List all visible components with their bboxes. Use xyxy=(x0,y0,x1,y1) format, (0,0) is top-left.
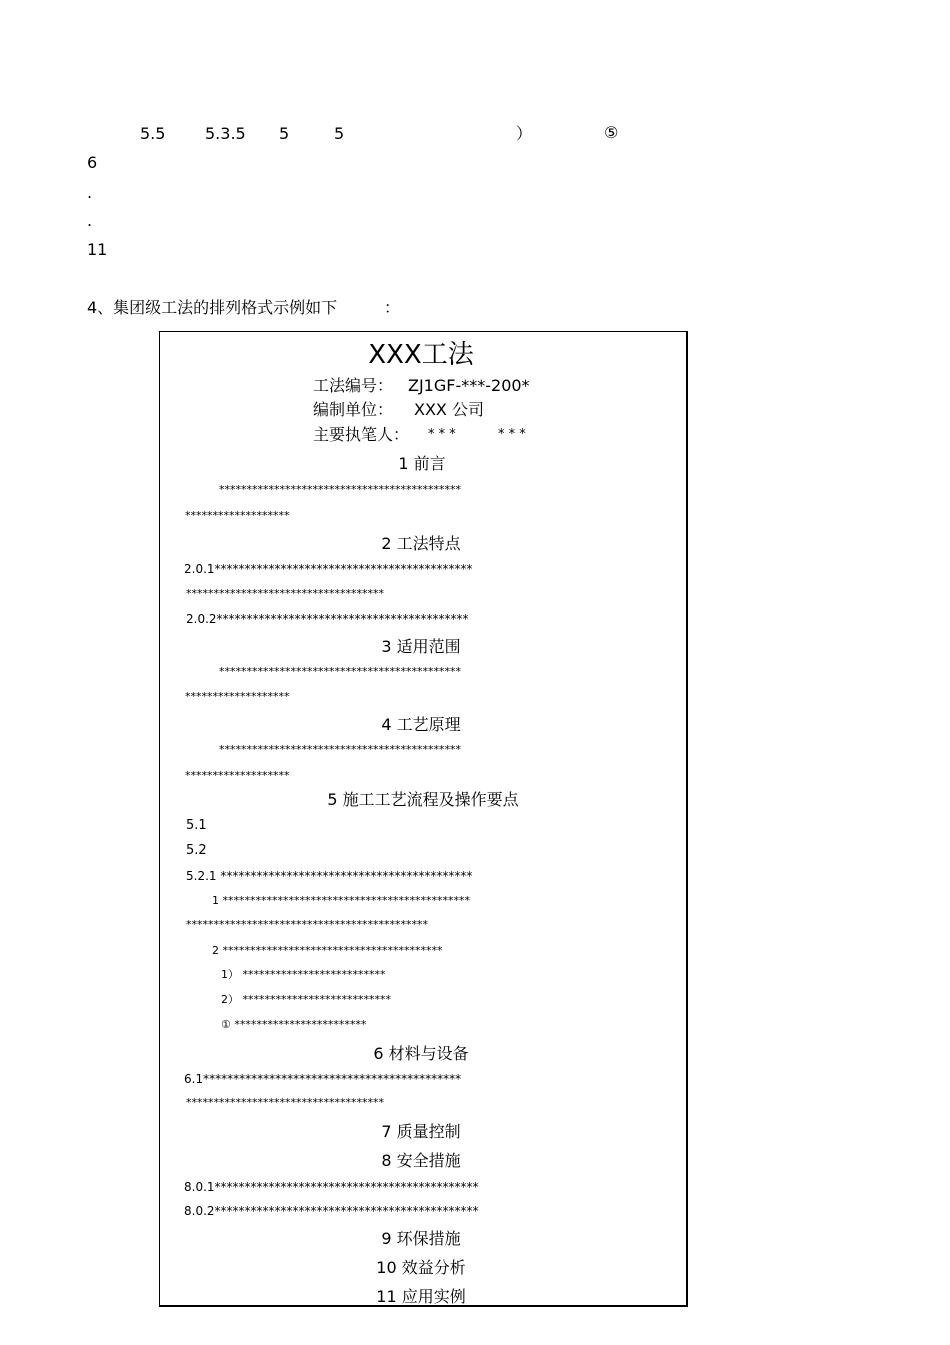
top-line-11: 11 xyxy=(87,240,108,259)
top-row1-item-3: 5 xyxy=(279,124,290,143)
section-5-item-1-cont: ******************************************** xyxy=(186,918,428,931)
section-5-item-1: 1 ********************************************* xyxy=(212,894,470,907)
section-8-item-802: 8.0.2******************************************** xyxy=(184,1204,479,1218)
section-5-item-2: 2 **************************************** xyxy=(212,944,443,957)
section-4-line-1: ******************************************** xyxy=(219,743,461,756)
section-9-heading: 9 环保措施 xyxy=(381,1229,461,1248)
author-2: * * * xyxy=(498,427,526,442)
section-3-heading: 3 适用范围 xyxy=(381,637,461,656)
section-4-line-2: ******************* xyxy=(185,769,290,782)
section-1-heading: 1 前言 xyxy=(398,454,446,473)
section-5-sub-2: 2） *************************** xyxy=(221,993,391,1006)
top-row1-item-2: 5.3.5 xyxy=(205,124,246,143)
section-6-line-cont: ************************************ xyxy=(186,1096,384,1109)
authors-label: 主要执笔人： xyxy=(313,425,410,444)
section-5-item-52: 5.2 xyxy=(186,843,207,858)
top-dot-1: . xyxy=(87,183,93,202)
intro-colon: ： xyxy=(384,298,401,317)
top-row1-item-5: ） xyxy=(516,124,533,143)
top-row1-item-4: 5 xyxy=(334,124,345,143)
section-5-circled-1: ① ************************ xyxy=(221,1018,367,1031)
section-4-heading: 4 工艺原理 xyxy=(381,715,461,734)
intro-text: 4、集团级工法的排列格式示例如下 xyxy=(87,298,338,317)
section-1-line-1: ******************************************** xyxy=(219,483,461,496)
section-6-heading: 6 材料与设备 xyxy=(373,1044,469,1063)
section-7-heading: 7 质量控制 xyxy=(381,1122,461,1141)
section-10-heading: 10 效益分析 xyxy=(376,1258,466,1277)
section-2-item-202: 2.0.2****************************************** xyxy=(186,612,469,626)
section-8-heading: 8 安全措施 xyxy=(381,1151,461,1170)
section-5-item-521: 5.2.1 ****************************************** xyxy=(186,869,473,883)
section-2-heading: 2 工法特点 xyxy=(381,534,461,553)
section-5-heading: 5 施工工艺流程及操作要点 xyxy=(327,790,519,809)
top-row1-item-6: ⑤ xyxy=(604,123,619,142)
top-line-6: 6 xyxy=(87,153,98,172)
section-5-sub-1: 1） ************************** xyxy=(221,968,386,981)
section-2-item-201: 2.0.1******************************************* xyxy=(184,562,473,576)
section-1-line-2: ******************* xyxy=(185,509,290,522)
section-8-item-801: 8.0.1******************************************** xyxy=(184,1180,479,1194)
top-dot-2: . xyxy=(87,211,93,230)
section-11-heading: 11 应用实例 xyxy=(376,1287,466,1306)
section-6-item-61: 6.1******************************************* xyxy=(184,1072,462,1086)
unit-label: 编制单位： xyxy=(313,400,394,419)
section-3-line-1: ******************************************** xyxy=(219,665,461,678)
section-5-item-51: 5.1 xyxy=(186,818,207,833)
section-2-line-cont: ************************************ xyxy=(186,587,384,600)
sample-title: XXX工法 xyxy=(368,340,474,370)
top-row1-item-1: 5.5 xyxy=(140,124,166,143)
unit-value: XXX 公司 xyxy=(414,400,484,419)
code-label: 工法编号： xyxy=(313,376,394,395)
code-value: ZJ1GF-***-200* xyxy=(408,376,530,395)
author-1: * * * xyxy=(428,427,456,442)
section-3-line-2: ******************* xyxy=(185,690,290,703)
